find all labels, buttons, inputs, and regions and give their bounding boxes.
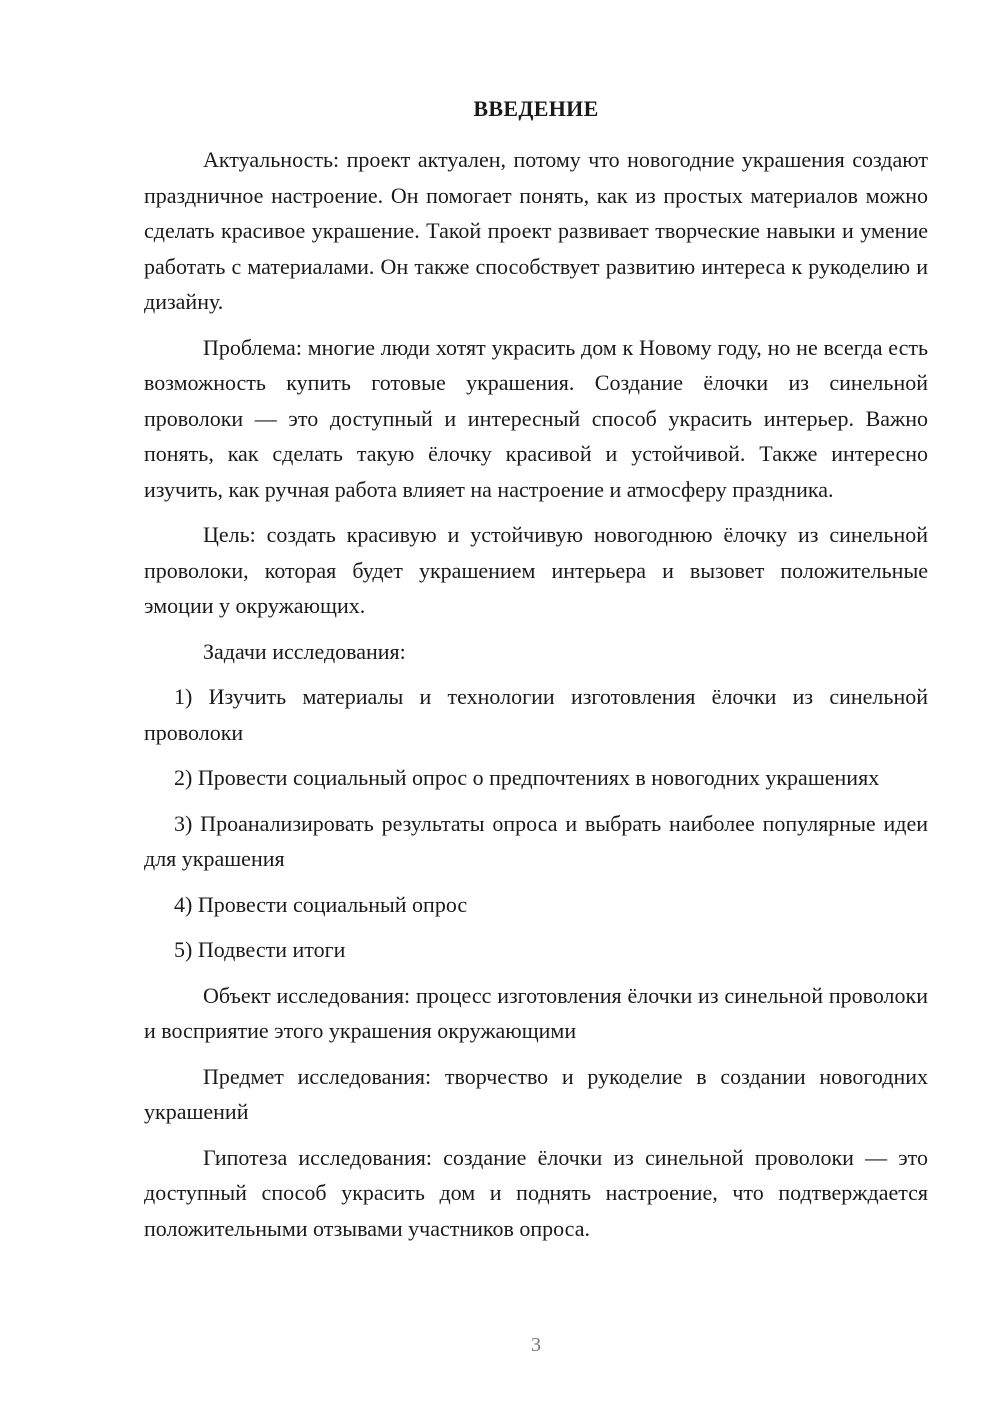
document-body [144, 142, 928, 1256]
paragraph-hypothesis: Гипотеза исследования: создание ёлочки из синельной проволоки — это доступный способ украсить дом и поднять настроение, что подтверждается положительными отзывами участников опроса. [144, 1144, 928, 1241]
page-number: 3 [531, 1334, 541, 1356]
task-item-1: 1) Изучить материалы и технологии изготовления ёлочки из синельной проволоки [144, 684, 928, 745]
paragraph-goal: Цель: создать красивую и устойчивую новогоднюю ёлочку из синельной проволоки, которая будет украшением интерьера и вызовет положительные эмоции у окружающих. [144, 522, 928, 618]
paragraph-relevance: Актуальность: проект актуален, потому что новогодние украшения создают праздничное настроение. Он помогает понять, как из простых материалов можно сделать красивое украшение. Такой проект развивает творческие навыки и умение работать с материалами. Он также способствует развитию интереса к рукоделию и дизайну. [144, 147, 928, 314]
tasks-heading: Задачи исследования: [203, 638, 406, 664]
task-item-3: 3) Проанализировать результаты опроса и выбрать наиболее популярные идеи для украшения [144, 810, 928, 871]
task-item-2: 2) Провести социальный опрос о предпочтениях в новогодних украшениях [174, 765, 880, 790]
task-item-5: 5) Подвести итоги [174, 937, 346, 962]
page-title: ВВЕДЕНИЕ [473, 96, 599, 121]
paragraph-object: Объект исследования: процесс изготовления ёлочки из синельной проволоки и восприятие этого украшения окружающими [144, 982, 928, 1043]
task-item-4: 4) Провести социальный опрос [174, 891, 468, 917]
paragraph-subject: Предмет исследования: творчество и рукоделие в создании новогодних украшений [144, 1063, 928, 1124]
paragraph-problem: Проблема: многие люди хотят украсить дом к Новому году, но не всегда есть возможность купить готовые украшения. Создание ёлочки из синельной проволоки — это доступный и интересный способ украсить интерьер. Важно понять, как сделать такую ёлочку красивой и устойчивой. Также интересно изучить, как ручная работа влияет на настроение и атмосферу праздника. [144, 334, 928, 502]
